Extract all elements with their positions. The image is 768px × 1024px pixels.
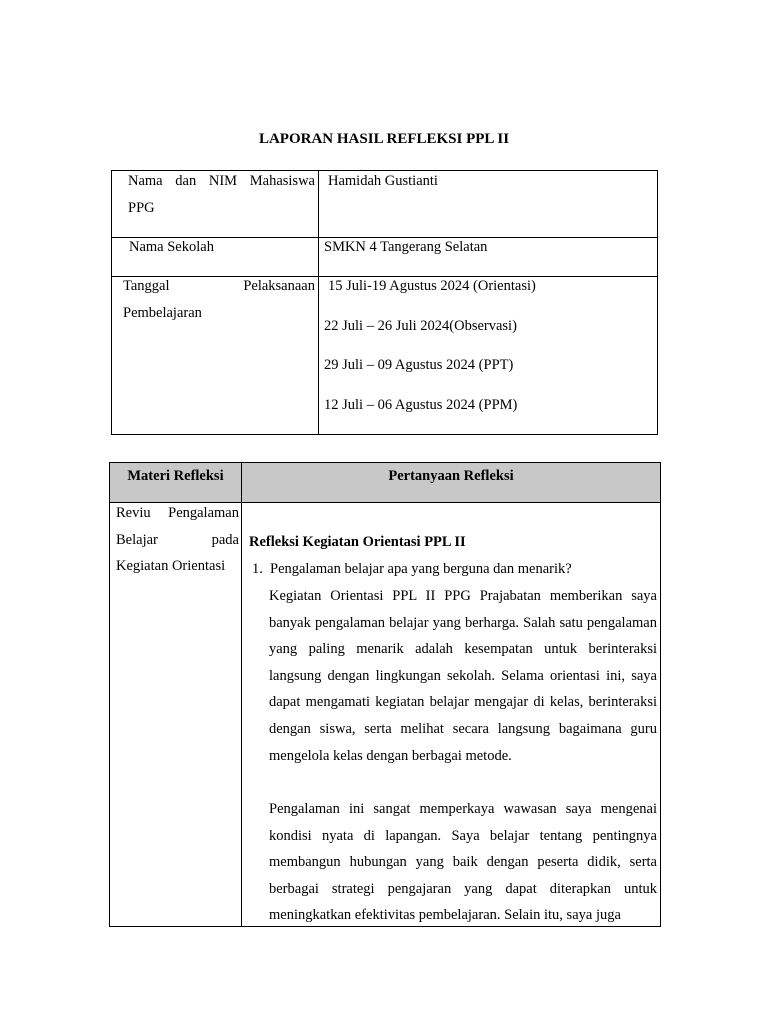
dates-list xyxy=(324,273,536,418)
date-ppt: 29 Juli – 09 Agustus 2024 (PPT) xyxy=(324,357,514,374)
student-info-table xyxy=(111,170,658,435)
question-text: Pengalaman belajar apa yang berguna dan menarik? xyxy=(270,561,572,577)
student-name-value: Hamidah Gustianti xyxy=(328,173,438,189)
answer-paragraph-1: Kegiatan Orientasi PPL II PPG Prajabatan memberikan saya banyak pengalaman belajar yang berharga. Salah satu pengalaman yang paling menarik adalah kesempatan untuk berinteraksi langsung dengan lingkungan sekolah. Selama orientasi ini, saya dapat mengamati kegiatan belajar mengajar di kelas, berinteraksi dengan siswa, serta melihat secara langsung bagaimana guru mengelola kelas dengan berbagai metode. xyxy=(269,588,657,764)
document-title: LAPORAN HASIL REFLEKSI PPL II xyxy=(258,131,510,147)
column-divider xyxy=(318,171,319,434)
date-ppm: 12 Juli – 06 Agustus 2024 (PPM) xyxy=(324,396,518,413)
date-observation: 22 Juli – 26 Juli 2024(Observasi) xyxy=(324,317,517,334)
column-divider xyxy=(241,463,242,926)
date-label: Tanggal Pelaksanaan Pembelajaran xyxy=(123,278,315,321)
section-title: Refleksi Kegiatan Orientasi PPL II xyxy=(249,534,466,550)
answer-paragraph-2: Pengalaman ini sangat memperkaya wawasan saya mengenai kondisi nyata di lapangan. Saya belajar tentang pentingnya membangun hubungan yang baik dengan peserta didik, serta berbagai strategi pengajaran yang dapat diterapkan untuk meningkatkan efektivitas pembelajaran. Selain itu, saya juga xyxy=(269,801,657,924)
column-header-materi: Materi Refleksi xyxy=(127,468,224,484)
column-header-pertanyaan: Pertanyaan Refleksi xyxy=(388,468,514,484)
reflection-table xyxy=(109,462,661,927)
name-nim-label: Nama dan NIM Mahasiswa PPG xyxy=(128,173,315,216)
date-orientation: 15 Juli-19 Agustus 2024 (Orientasi) xyxy=(328,278,536,294)
school-value: SMKN 4 Tangerang Selatan xyxy=(324,239,488,255)
question-number: 1. xyxy=(252,561,263,577)
reflection-topic: Reviu Pengalaman Belajar pada Kegiatan Orientasi xyxy=(116,505,239,575)
school-label: Nama Sekolah xyxy=(129,239,214,255)
